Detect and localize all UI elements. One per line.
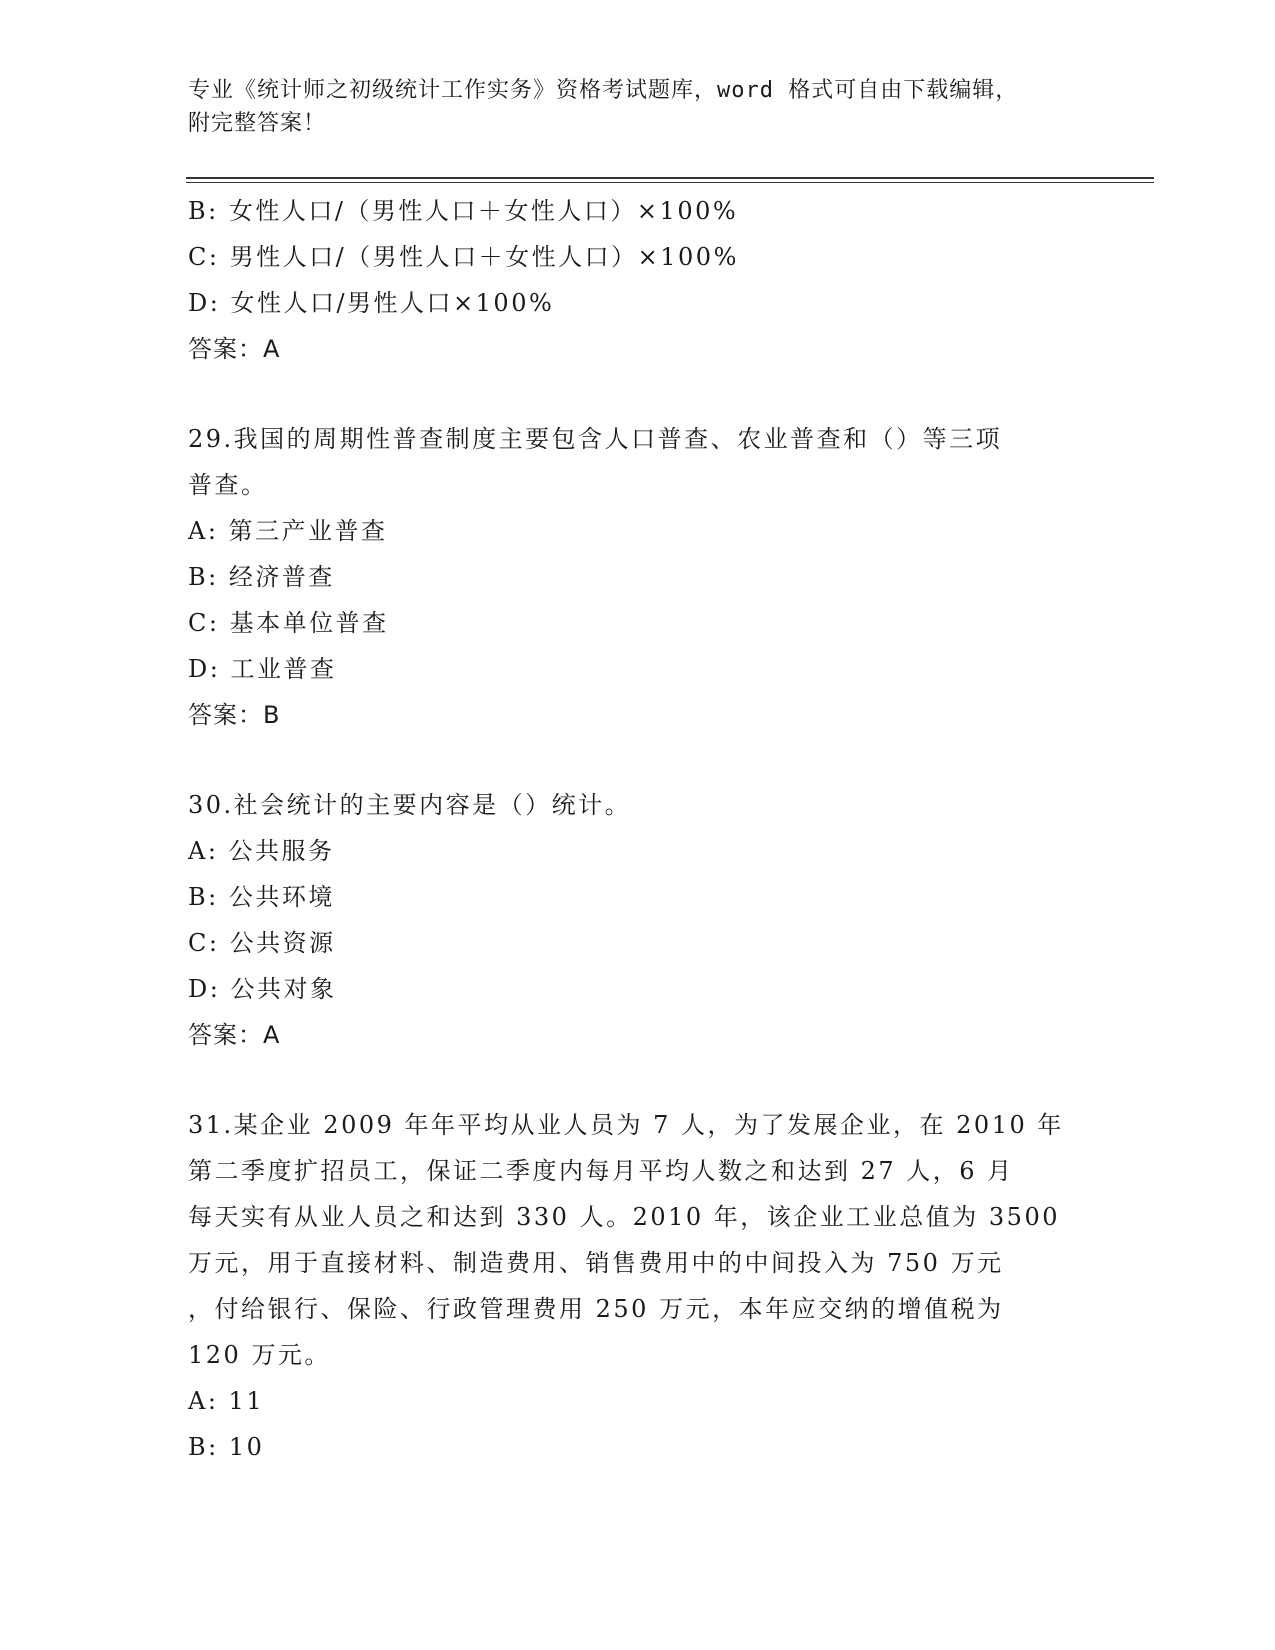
question-stem: 29.我国的周期性普查制度主要包含人口普查、农业普查和（）等三项: [188, 425, 1003, 453]
answer-label: 答案：B: [188, 701, 281, 729]
option-d: D: 女性人口/男性人口×100%: [188, 289, 555, 317]
option-c: C: 基本单位普查: [188, 609, 389, 637]
question-stem-continued: 普查。: [188, 471, 268, 499]
question-28-tail: [188, 188, 1088, 372]
question-stem: 30.社会统计的主要内容是（）统计。: [188, 791, 632, 819]
question-31: [188, 1102, 1088, 1470]
option-c: C: 男性人口/（男性人口＋女性人口）×100%: [188, 243, 739, 271]
option-b: B: 女性人口/（男性人口＋女性人口）×100%: [188, 197, 739, 225]
answer-label: 答案：A: [188, 335, 281, 363]
option-d: D: 工业普查: [188, 655, 337, 683]
option-a: A: 11: [188, 1387, 265, 1415]
question-stem-line: 每天实有从业人员之和达到 330 人。2010 年，该企业工业总值为 3500: [188, 1203, 1060, 1231]
question-content: [188, 188, 1088, 1470]
question-stem-line: 万元，用于直接材料、制造费用、销售费用中的中间投入为 750 万元: [188, 1249, 1004, 1277]
header-divider: [186, 177, 1154, 183]
option-b: B: 经济普查: [188, 563, 335, 591]
header-line-2: 附完整答案！: [188, 111, 327, 136]
question-stem-line: 31.某企业 2009 年年平均从业人员为 7 人，为了发展企业，在 2010 年: [188, 1111, 1064, 1139]
answer-label: 答案：A: [188, 1021, 281, 1049]
header-line-1: 专业《统计师之初级统计工作实务》资格考试题库，word 格式可自由下载编辑，: [188, 78, 1019, 103]
question-30: [188, 782, 1088, 1058]
option-d: D: 公共对象: [188, 975, 337, 1003]
question-stem-line: 120 万元。: [188, 1341, 331, 1369]
option-a: A: 公共服务: [188, 837, 335, 865]
option-a: A: 第三产业普查: [188, 517, 388, 545]
option-b: B: 公共环境: [188, 883, 335, 911]
option-c: C: 公共资源: [188, 929, 336, 957]
question-29: [188, 416, 1088, 738]
document-header: [188, 74, 1068, 140]
question-stem-line: ，付给银行、保险、行政管理费用 250 万元，本年应交纳的增值税为: [188, 1295, 1004, 1323]
option-b: B: 10: [188, 1433, 265, 1461]
question-stem-line: 第二季度扩招员工，保证二季度内每月平均人数之和达到 27 人，6 月: [188, 1157, 1014, 1185]
